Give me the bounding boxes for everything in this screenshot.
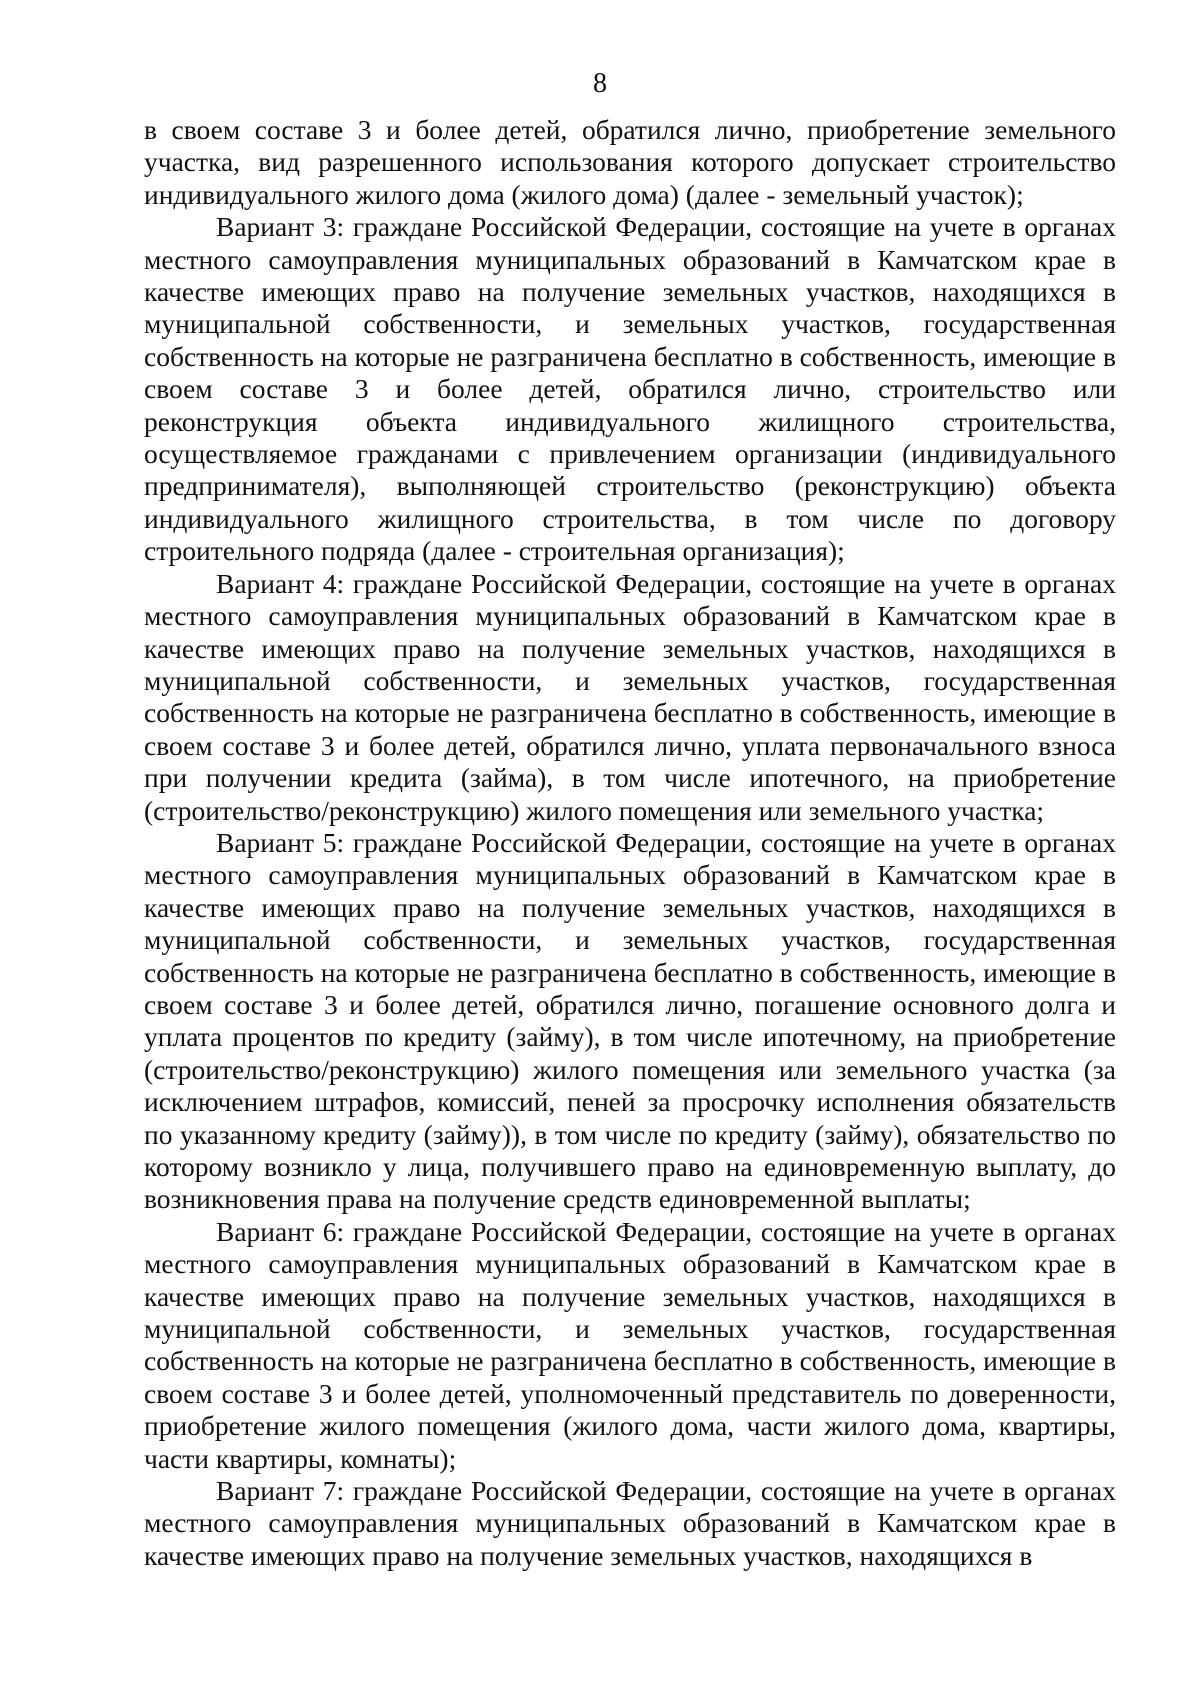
paragraph-variant-5: Вариант 5: граждане Российской Федерации, состоящие на учете в органах местного самоуправления муниципальных образований в Камчатском крае в качестве имеющих право на получение земельных участков, находящихся в муниципальной собственности, и земельных участков, государственная собственность на которые не разграничена бесплатно в собственность, имеющие в своем составе 3 и более детей, обратился лично, погашение основного долга и уплата процентов по кредиту (займу), в том числе ипотечному, на приобретение (строительство/реконструкцию) жилого помещения или земельного участка (за исключением штрафов, комиссий, пеней за просрочку исполнения обязательств по указанному кредиту (займу)), в том числе по кредиту (займу), обязательство по которому возникло у лица, получившего право на единовременную выплату, до возникновения права на получение средств единовременной выплаты; [144, 826, 1116, 1215]
paragraph-continuation: в своем составе 3 и более детей, обратился лично, приобретение земельного участка, вид разрешенного использования которого допускает строительство индивидуального жилого дома (жилого дома) (далее - земельный участок); [144, 114, 1116, 210]
paragraph-variant-6: Вариант 6: граждане Российской Федерации, состоящие на учете в органах местного самоуправления муниципальных образований в Камчатском крае в качестве имеющих право на получение земельных участков, находящихся в муниципальной собственности, и земельных участков, государственная собственность на которые не разграничена бесплатно в собственность, имеющие в своем составе 3 и более детей, уполномоченный представитель по доверенности, приобретение жилого помещения (жилого дома, части жилого дома, квартиры, части квартиры, комнаты); [144, 1215, 1116, 1474]
document-body [144, 114, 1116, 1572]
paragraph-variant-7: Вариант 7: граждане Российской Федерации, состоящие на учете в органах местного самоуправления муниципальных образований в Камчатском крае в качестве имеющих право на получение земельных участков, находящихся в [144, 1475, 1116, 1571]
paragraph-variant-4: Вариант 4: граждане Российской Федерации, состоящие на учете в органах местного самоуправления муниципальных образований в Камчатском крае в качестве имеющих право на получение земельных участков, находящихся в муниципальной собственности, и земельных участков, государственная собственность на которые не разграничена бесплатно в собственность, имеющие в своем составе 3 и более детей, обратился лично, уплата первоначального взноса при получении кредита (займа), в том числе ипотечного, на приобретение (строительство/реконструкцию) жилого помещения или земельного участка; [144, 567, 1116, 826]
paragraph-variant-3: Вариант 3: граждане Российской Федерации, состоящие на учете в органах местного самоуправления муниципальных образований в Камчатском крае в качестве имеющих право на получение земельных участков, находящихся в муниципальной собственности, и земельных участков, государственная собственность на которые не разграничена бесплатно в собственность, имеющие в своем составе 3 и более детей, обратился лично, строительство или реконструкция объекта индивидуального жилищного строительства, осуществляемое гражданами с привлечением организации (индивидуального предпринимателя), выполняющей строительство (реконструкцию) объекта индивидуального жилищного строительства, в том числе по договору строительного подряда (далее - строительная организация); [144, 211, 1116, 567]
page-number: 8 [593, 68, 607, 99]
